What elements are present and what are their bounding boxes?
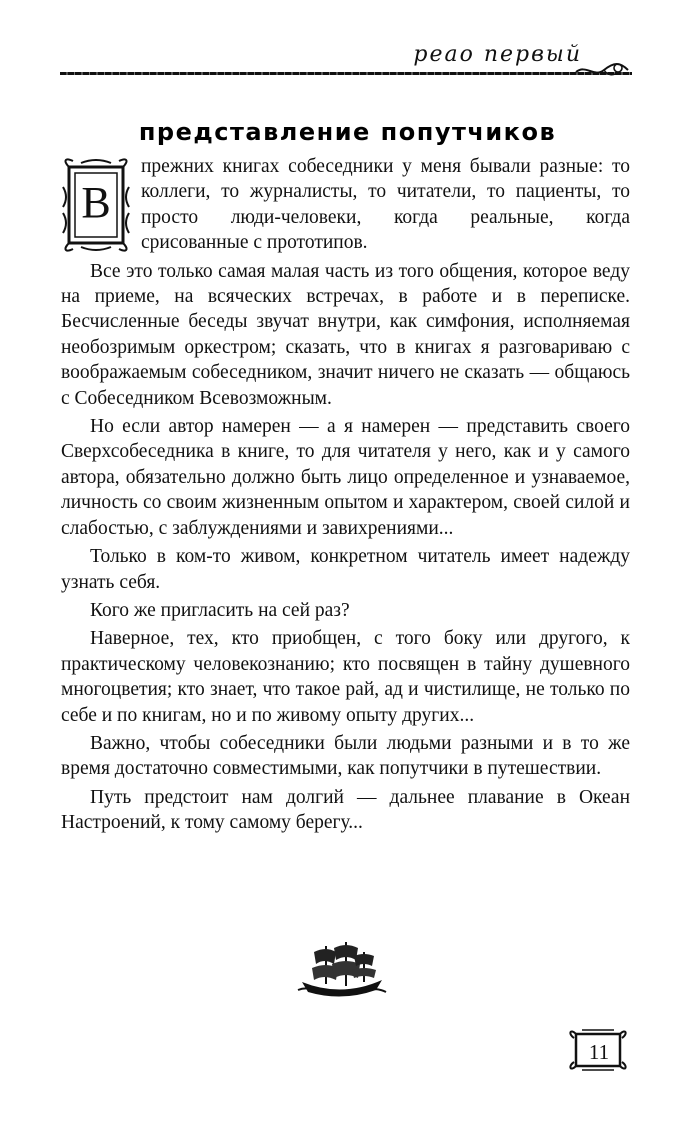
running-header-title: реао первый	[413, 42, 582, 67]
sailing-ship-icon	[296, 940, 388, 1004]
drop-cap	[61, 157, 131, 253]
header-rule	[60, 72, 632, 75]
paragraph: Кого же пригласить на сей раз?	[90, 599, 350, 621]
chapter-title: представление попутчиков	[138, 118, 557, 146]
paragraph: прежних книгах собеседники у меня бывали разные: то коллеги, то журналисты, то читатели, то пациенты, то просто люди-человеки, когда реальные, когда срисованные с прототипов.	[141, 156, 630, 254]
paragraph: Наверное, тех, кто приобщен, с того боку или другого, к практическому человекознанию; кто посвящен в тайну душевного многоцветия; кто знает, что такое рай, ад и чистилище, не только по себе и по книгам, но и по живому опыту других...	[61, 628, 630, 726]
ornament-flourish-icon	[574, 58, 630, 80]
paragraph: Только в ком-то живом, конкретном читатель имеет надежду узнать себя.	[61, 546, 630, 593]
drop-cap-letter: В	[81, 178, 111, 227]
running-header	[60, 38, 632, 82]
page-number: 11	[588, 1040, 610, 1064]
page-number-box	[568, 1026, 630, 1074]
paragraph: Путь предстоит нам долгий — дальнее плавание в Океан Настроений, к тому самому берегу...	[61, 786, 630, 834]
paragraph: Все это только самая малая часть из того общения, которое веду на приеме, на всяческих встречах, в работе и в переписке. Бесчисленные беседы звучат внутри, как симфония, исполняемая необозримым оркестром; сказать, что в книгах я разговариваю с воображаемым собеседником, значит ничего не сказать — общаюсь с Собеседником Всевозможным.	[61, 260, 630, 409]
paragraph: Но если автор намерен — а я намерен — представить своего Сверхсобеседника в книге, то для читателя у него, как и у самого автора, обязательно должно быть лицо определенное и узнаваемое, личность со своим жизненным опытом и характером, своей силой и слабостью, с заблуждениями и завихрениями...	[61, 416, 630, 539]
paragraph: Важно, чтобы собеседники были людьми разными и в то же время достаточно совместимыми, как попутчики в путешествии.	[61, 732, 630, 780]
body-text	[61, 154, 630, 839]
